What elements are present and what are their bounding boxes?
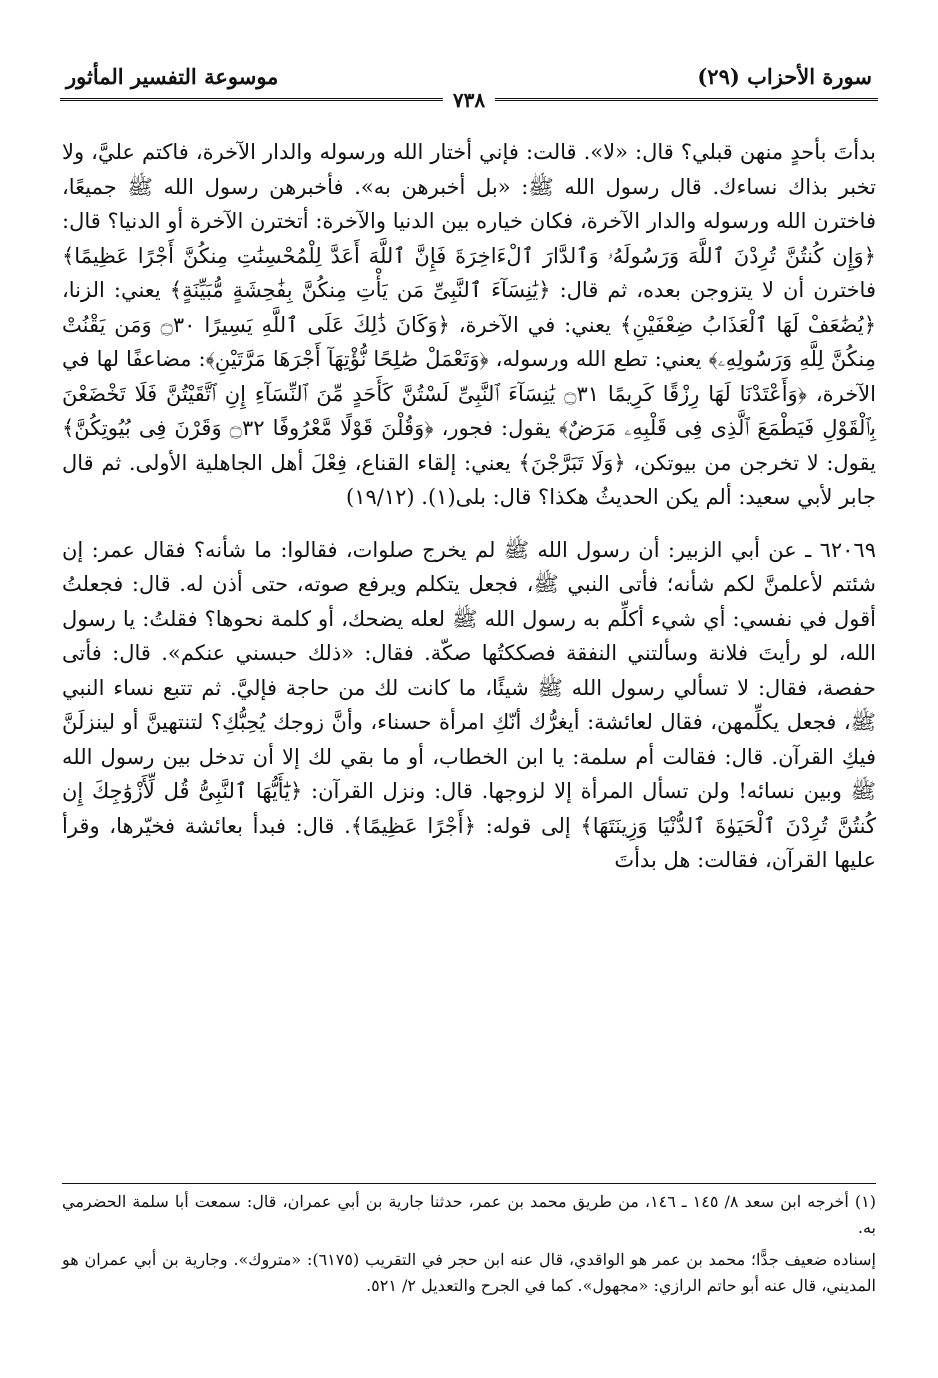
book-title: موسوعة التفسير المأثور: [66, 64, 279, 89]
footnote-divider: [62, 1183, 876, 1184]
hadith-62069: ٦٢٠٦٩ ـ عن أبي الزبير: أن رسول الله ﷺ لم يخرج صلوات، فقالوا: ما شأنه؟ فقال عمر: إن شئتم لأعلمنَّ لكم شأنه؛ فأتى النبي ﷺ، فجعل يتكلم ويرفع صوته، حتى أذن له. قال: فجعلتُ أقول في نفسي: أي شيء أكلِّم به رسول الله ﷺ لعله يضحك، أو كلمة نحوها؟ فقلتُ: يا رسول الله، لو رأيتَ فلانة وسألتني النفقة فصككتُها صكّة. فقال: «ذلك حبسني عنكم». قال: فأتى حفصة، فقال: لا تسألي رسول الله ﷺ شيئًا، ما كانت لك من حاجة فإليَّ. ثم تتبع نساء النبي ﷺ، فجعل يكلِّمهن، فقال لعائشة: أيغرُّك أنّكِ امرأة حسناء، وأنَّ زوجك يُحِبُّكِ؟ لتنتهينَّ أو لينزلَنَّ فيكِ القرآن. قال: فقالت أم سلمة: يا ابن الخطاب، أو ما بقي لك إلا أن تدخل بين رسول الله ﷺ وبين نسائه! ولن تسأل المرأة إلا لزوجها. قال: ونزل القرآن: ﴿يَٰٓأَيُّهَا ٱلنَّبِىُّ قُل لِّأَزْوَٰجِكَ إِن كُنتُنَّ تُرِدْنَ ٱلْحَيَوٰةَ ٱلدُّنْيَا وَزِينَتَهَا﴾ إلى قوله: ﴿أَجْرًا عَظِيمًا﴾. قال: فبدأ بعائشة فخيّرها، وقرأ عليها القرآن، فقالت: هل بدأتَ: [62, 537, 876, 872]
page-number: ٧٣٨: [443, 88, 495, 112]
page-header: [60, 52, 878, 112]
paragraph-continuation: بدأتَ بأحدٍ منهن قبلي؟ قال: «لا». قالت: فإني أختار الله ورسوله والدار الآخرة، فاكتم عليَّ، ولا تخبر بذاك نساءك. قال رسول الله ﷺ: «بل أخبرهن به». فأخبرهن رسول الله ﷺ جميعًا، فاخترن الله ورسوله والدار الآخرة، فكان خياره بين الدنيا والآخرة: أتخترن الآخرة أو الدنيا؟ قال: ﴿وَإِن كُنتُنَّ تُرِدْنَ ٱللَّهَ وَرَسُولَهُۥ وَٱلدَّارَ ٱلْءَاخِرَةَ فَإِنَّ ٱللَّهَ أَعَدَّ لِلْمُحْسِنَٰتِ مِنكُنَّ أَجْرًا عَظِيمًا﴾ فاخترن أن لا يتزوجن بعده، ثم قال: ﴿يَٰنِسَآءَ ٱلنَّبِىِّ مَن يَأْتِ مِنكُنَّ بِفَٰحِشَةٍ مُّبَيِّنَةٍ﴾ يعني: الزنا، ﴿يُضَٰعَفْ لَهَا ٱلْعَذَابُ ضِعْفَيْنِ﴾ يعني: في الآخرة، ﴿وَكَانَ ذَٰلِكَ عَلَى ٱللَّهِ يَسِيرًا ۝٣٠ وَمَن يَقْنُتْ مِنكُنَّ لِلَّهِ وَرَسُولِهِۦ﴾ يعني: تطع الله ورسوله، ﴿وَتَعْمَلْ صَٰلِحًا نُّؤْتِهَآ أَجْرَهَا مَرَّتَيْنِ﴾: مضاعفًا لها في الآخرة، ﴿وَأَعْتَدْنَا لَهَا رِزْقًا كَرِيمًا ۝٣١ يَٰنِسَآءَ ٱلنَّبِىِّ لَسْتُنَّ كَأَحَدٍ مِّنَ ٱلنِّسَآءِ إِنِ ٱتَّقَيْتُنَّ فَلَا تَخْضَعْنَ بِٱلْقَوْلِ فَيَطْمَعَ ٱلَّذِى فِى قَلْبِهِۦ مَرَضٌ﴾ يقول: فجور، ﴿وَقُلْنَ قَوْلًا مَّعْرُوفًا ۝٣٢ وَقَرْنَ فِى بُيُوتِكُنَّ﴾ يقول: لا تخرجن من بيوتكن، ﴿وَلَا تَبَرَّجْنَ﴾ يعني: إلقاء القناع، فِعْلَ أهل الجاهلية الأولى. ثم قال جابر لأبي سعيد: ألم يكن الحديثُ هكذا؟ قال: بلى(١). (١٩/١٢): [62, 140, 876, 509]
main-text: [62, 135, 876, 878]
footnote-1-grading: إسناده ضعيف جدًّا؛ محمد بن عمر هو الواقدي، قال عنه ابن حجر في التقريب (٦١٧٥): «متروك». وجارية بن أبي عمران هو المديني، قال عنه أبو حاتم الرازي: «مجهول». كما في الجرح والتعديل ٢/ ٥٢١.: [62, 1250, 876, 1295]
footnote-1-source: (١) أخرجه ابن سعد ٨/ ١٤٥ ـ ١٤٦، من طريق محمد بن عمر، حدثنا جارية بن أبي عمران، قال: سمعت أبا سلمة الحضرمي به.: [62, 1192, 877, 1237]
surah-title: سورة الأحزاب (٢٩): [697, 64, 872, 89]
footnotes: [62, 1189, 876, 1299]
